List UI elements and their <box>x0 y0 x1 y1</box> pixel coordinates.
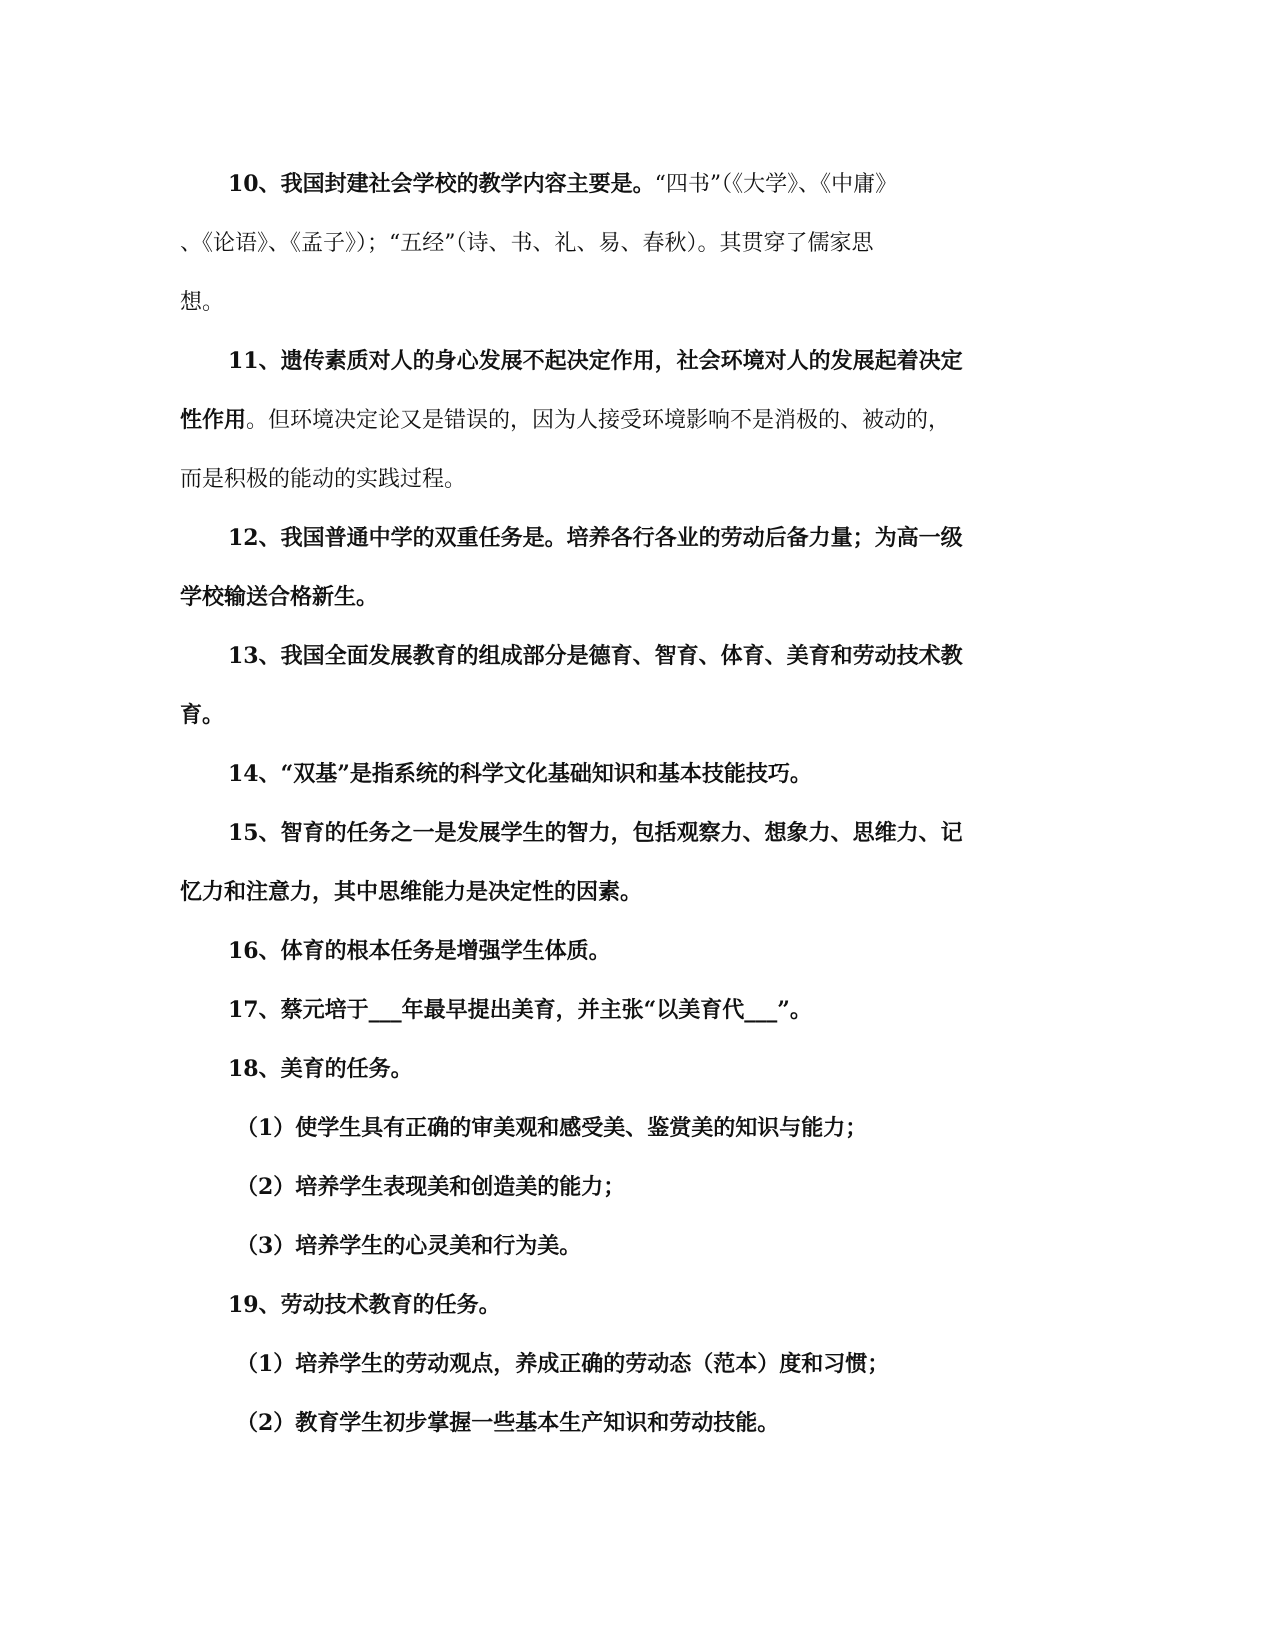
item-18-sub-1: （1）使学生具有正确的审美观和感受美、鉴赏美的知识与能力； <box>236 1115 868 1141</box>
item-18-title: 18、美育的任务。 <box>228 1056 413 1082</box>
item-10-line-1 <box>180 155 1080 214</box>
item-11-line-3: 而是积极的能动的实践过程。 <box>180 467 467 492</box>
item-14-line-1: 14、“双基”是指系统的科学文化基础知识和基本技能技巧。 <box>228 761 812 787</box>
item-10-line-2: 、《论语》、《孟子》）；“五经”（诗、书、礼、易、春秋）。其贯穿了儒家思 <box>180 231 874 256</box>
item-12-line-2: 学校输送合格新生。 <box>180 584 379 610</box>
item-10-lead-normal: “四书”（《大学》、《中庸》 <box>654 172 898 197</box>
item-16-line-1: 16、体育的根本任务是增强学生体质。 <box>228 938 611 964</box>
item-11-line-2-bold: 性作用 <box>180 407 247 433</box>
item-15-line-1: 15、智育的任务之一是发展学生的智力，包括观察力、想象力、思维力、记 <box>228 820 963 846</box>
document-page <box>180 155 1080 1453</box>
item-19-sub-1: （1）培养学生的劳动观点，养成正确的劳动态（范本）度和习惯； <box>236 1351 890 1377</box>
item-13-line-2: 育。 <box>180 702 225 728</box>
item-15-line-2: 忆力和注意力，其中思维能力是决定性的因素。 <box>180 879 643 905</box>
item-17-line-1: 17、蔡元培于___年最早提出美育，并主张“以美育代___”。 <box>228 997 812 1023</box>
item-11-line-2 <box>180 391 1080 450</box>
item-11-line-2-normal: 。但环境决定论又是错误的，因为人接受环境影响不是消极的、被动的， <box>246 408 951 433</box>
item-13-line-1: 13、我国全面发展教育的组成部分是德育、智育、体育、美育和劳动技术教 <box>228 643 963 669</box>
item-10-lead-bold: 10、我国封建社会学校的教学内容主要是。 <box>228 171 655 197</box>
item-12-line-1: 12、我国普通中学的双重任务是。培养各行各业的劳动后备力量；为高一级 <box>228 525 963 551</box>
item-18-sub-2: （2）培养学生表现美和创造美的能力； <box>236 1174 626 1200</box>
item-10-line-3: 想。 <box>180 290 225 315</box>
item-11-line-1: 11、遗传素质对人的身心发展不起决定作用，社会环境对人的发展起着决定 <box>228 348 963 374</box>
item-19-title: 19、劳动技术教育的任务。 <box>228 1292 501 1318</box>
item-19-sub-2: （2）教育学生初步掌握一些基本生产知识和劳动技能。 <box>236 1410 780 1436</box>
item-18-sub-3: （3）培养学生的心灵美和行为美。 <box>236 1233 582 1259</box>
